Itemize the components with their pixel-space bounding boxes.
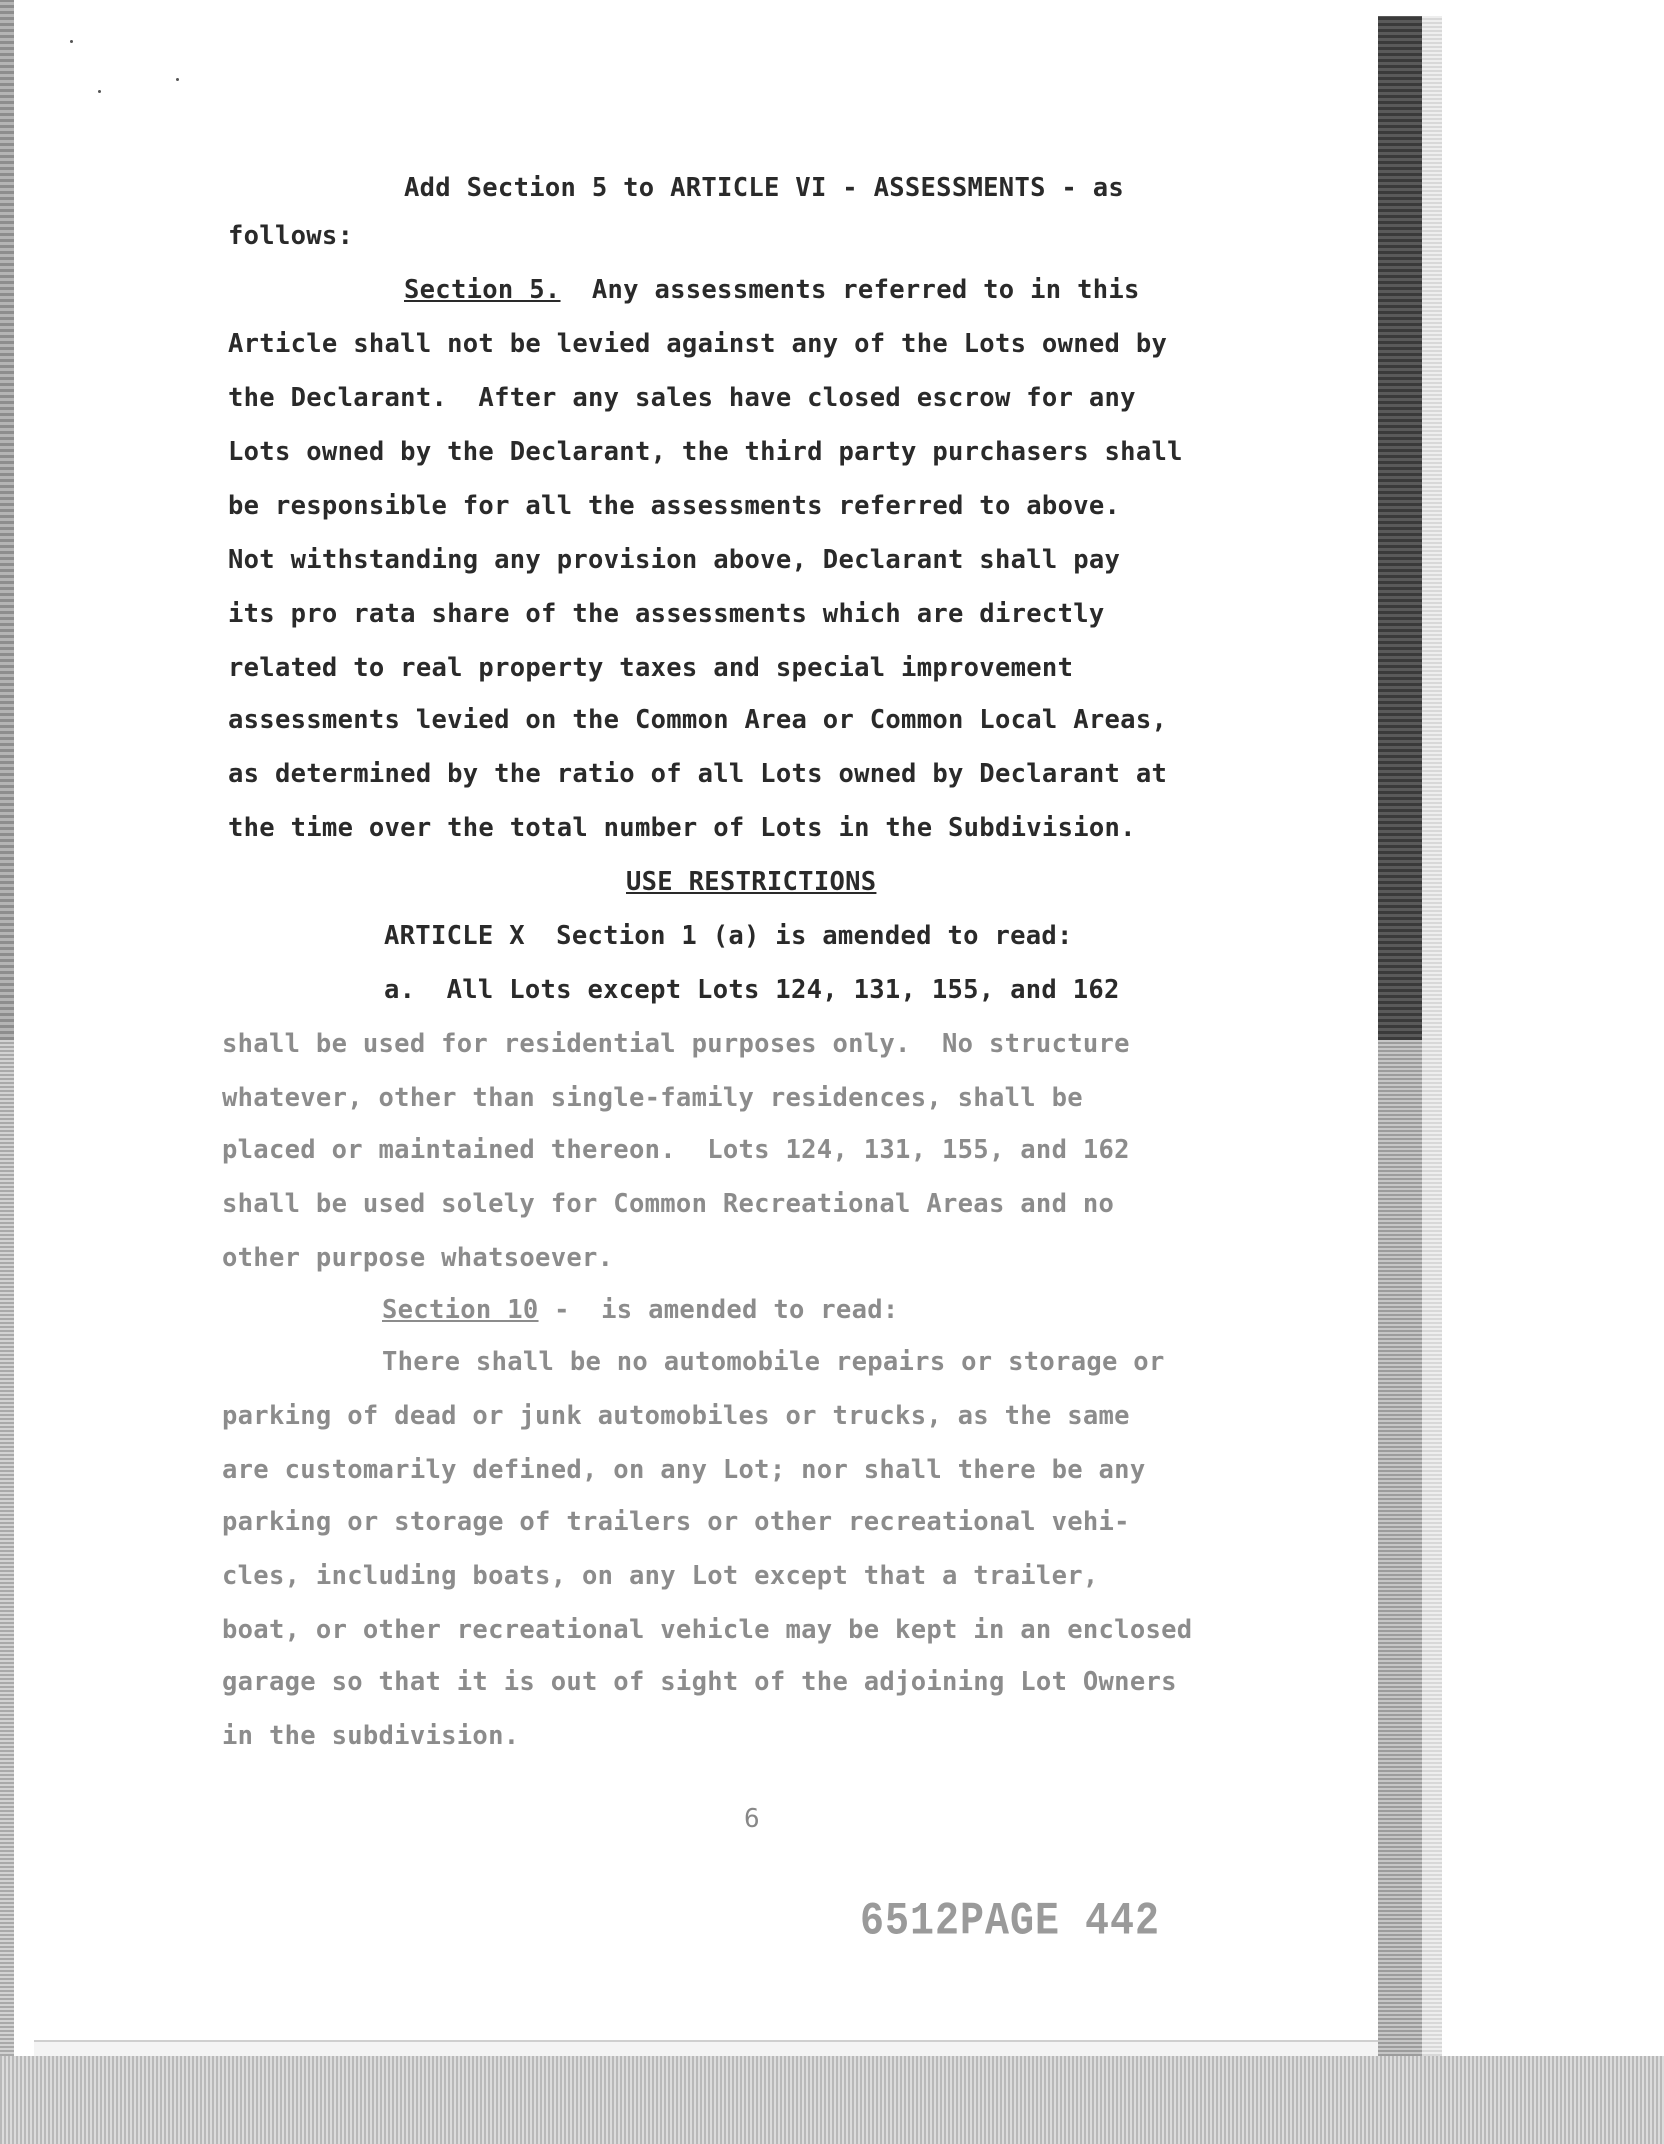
book-page-stamp: 6512PAGE 442 (860, 1896, 1161, 1949)
scan-border-right-edge (1422, 16, 1442, 2056)
scan-border-right-dark (1378, 16, 1422, 1040)
text-line-faded: are customarily defined, on any Lot; nor shall there be any (222, 1455, 1146, 1485)
speck (98, 90, 101, 93)
use-restrictions-heading: USE RESTRICTIONS (626, 867, 877, 897)
text-line-faded: cles, including boats, on any Lot except that a trailer, (222, 1561, 1099, 1591)
text-line-faded: parking of dead or junk automobiles or trucks, as the same (222, 1401, 1130, 1431)
text-line: as determined by the ratio of all Lots owned by Declarant at (228, 759, 1168, 789)
text-line: follows: (228, 221, 354, 251)
text-line: the Declarant. After any sales have closed escrow for any (228, 383, 1136, 413)
text-fragment: Any assessments referred to in this (591, 275, 1140, 305)
text-line: be responsible for all the assessments referred to above. (228, 491, 1121, 521)
page-number: 6 (744, 1804, 760, 1834)
text-fragment: - is amended to read: (538, 1295, 899, 1325)
scan-border-left-lower (0, 1040, 14, 2144)
text-line: related to real property taxes and special improvement (228, 653, 1074, 683)
scan-border-right-light (1378, 1040, 1422, 2056)
text-line-faded: There shall be no automobile repairs or storage or (382, 1347, 1165, 1377)
text-line (404, 274, 1140, 306)
text-line-faded: whatever, other than single-family residences, shall be (222, 1083, 1083, 1113)
text-line: Article shall not be levied against any of the Lots owned by (228, 329, 1168, 359)
section-10-heading: Section 10 (382, 1295, 539, 1325)
text-line-faded: shall be used for residential purposes only. No structure (222, 1029, 1130, 1059)
text-line: Add Section 5 to ARTICLE VI - ASSESSMENTS - as (404, 173, 1125, 203)
text-line: ARTICLE X Section 1 (a) is amended to read: (384, 921, 1073, 951)
text-line-faded: garage so that it is out of sight of the adjoining Lot Owners (222, 1667, 1177, 1697)
text-line-faded: placed or maintained thereon. Lots 124, 131, 155, and 162 (222, 1135, 1130, 1165)
text-line-faded: boat, or other recreational vehicle may be kept in an enclosed (222, 1615, 1193, 1645)
text-line-faded (382, 1294, 899, 1326)
speck (176, 78, 179, 81)
speck (70, 40, 73, 43)
text-line: the time over the total number of Lots in the Subdivision. (228, 813, 1136, 843)
text-line: Lots owned by the Declarant, the third party purchasers shall (228, 437, 1183, 467)
scan-border-bottom (0, 2056, 1664, 2144)
text-line: Not withstanding any provision above, Declarant shall pay (228, 545, 1121, 575)
text-line: assessments levied on the Common Area or Common Local Areas, (228, 705, 1168, 735)
section-5-heading: Section 5. (404, 275, 561, 305)
text-line-faded: shall be used solely for Common Recreational Areas and no (222, 1189, 1115, 1219)
text-line-faded: parking or storage of trailers or other recreational vehi- (222, 1507, 1130, 1537)
text-line-faded: in the subdivision. (222, 1721, 520, 1751)
text-line-faded: other purpose whatsoever. (222, 1243, 614, 1273)
text-line: its pro rata share of the assessments which are directly (228, 599, 1105, 629)
text-line: a. All Lots except Lots 124, 131, 155, and 162 (384, 975, 1120, 1005)
